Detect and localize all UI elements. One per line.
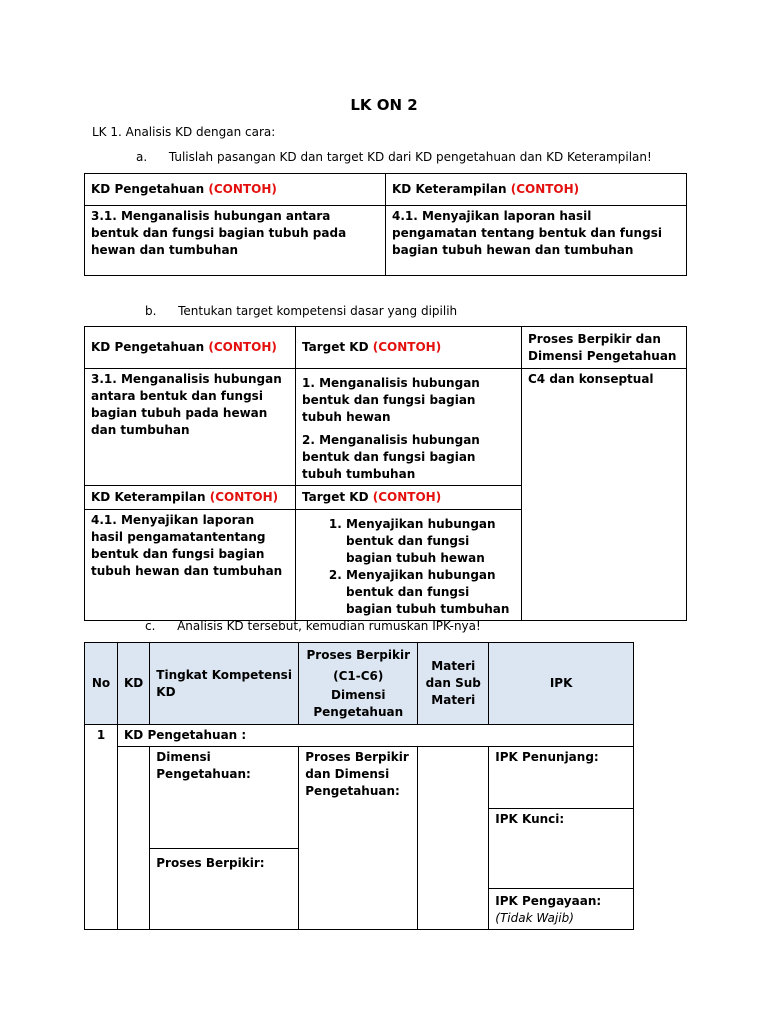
table3-header-tingkat: Tingkat Kompetensi KD — [150, 643, 299, 725]
table3-header-materi: Materi dan Sub Materi — [418, 643, 489, 725]
intro-text: LK 1. Analisis KD dengan cara: — [92, 125, 276, 139]
table3-proses-dimensi: Proses Berpikir dan Dimensi Pengetahuan: — [299, 747, 418, 930]
target-kd-table — [84, 326, 687, 621]
table2-header-target-kd-2: Target KD (CONTOH) — [296, 486, 522, 510]
table3-proses-berpikir-label: Proses Berpikir: — [150, 849, 299, 930]
table3-dimensi-label: Dimensi Pengetahuan: — [150, 747, 299, 849]
section-c-marker: c. — [145, 619, 156, 633]
table3-header-no: No — [85, 643, 118, 725]
table3-ipk-kunci: IPK Kunci: — [489, 809, 634, 889]
table2-kd-keterampilan-text: 4.1. Menyajikan laporan hasil pengamatantentang bentuk dan fungsi bagian tubuh hewan dan tumbuhan — [85, 510, 296, 621]
table1-header-kd-keterampilan: KD Keterampilan (CONTOH) — [386, 174, 687, 206]
target-p-2: 2. Menganalisis hubungan bentuk dan fungsi bagian tubuh tumbuhan — [302, 433, 480, 481]
section-c-text: Analisis KD tersebut, kemudian rumuskan IPK-nya! — [177, 619, 481, 633]
table2-header-target-kd: Target KD (CONTOH) — [296, 327, 522, 369]
ipk-table — [84, 642, 634, 930]
target-k-2: 2. Menyajikan hubungan bentuk dan fungsi bagian tubuh tumbuhan — [346, 567, 515, 618]
table3-header-ipk: IPK — [489, 643, 634, 725]
table2-target-pengetahuan — [296, 369, 522, 486]
target-k-1: 1. Menyajikan hubungan bentuk dan fungsi bagian tubuh hewan — [346, 516, 515, 567]
table3-kd-cell — [118, 747, 150, 930]
section-a-text: Tulislah pasangan KD dan target KD dari KD pengetahuan dan KD Keterampilan! — [168, 150, 652, 164]
target-p-1: 1. Menganalisis hubungan bentuk dan fungsi bagian tubuh hewan — [302, 376, 480, 424]
table1-kd-pengetahuan-text: 3.1. Menganalisis hubungan antara bentuk dan fungsi bagian tubuh pada hewan dan tumbuhan — [85, 206, 386, 276]
kd-pairs-table — [84, 173, 687, 276]
table3-header-kd: KD — [118, 643, 150, 725]
section-b-marker: b. — [145, 304, 157, 318]
table3-row-kd-pengetahuan: KD Pengetahuan : — [118, 725, 634, 747]
table1-header-kd-pengetahuan: KD Pengetahuan (CONTOH) — [85, 174, 386, 206]
table2-header-proses: Proses Berpikir dan Dimensi Pengetahuan — [522, 327, 687, 369]
section-b-heading — [145, 304, 457, 318]
table3-row-no: 1 — [85, 725, 118, 930]
section-a-marker: a. — [136, 150, 148, 164]
table3-ipk-pengayaan: IPK Pengayaan: (Tidak Wajib) — [489, 889, 634, 930]
section-a-heading — [136, 150, 652, 164]
table1-kd-keterampilan-text: 4.1. Menyajikan laporan hasil pengamatan tentang bentuk dan fungsi bagian tubuh hewan dan tumbuhan — [386, 206, 687, 276]
table2-kd-pengetahuan-text: 3.1. Menganalisis hubungan antara bentuk dan fungsi bagian tubuh pada hewan dan tumbuhan — [85, 369, 296, 486]
section-c-heading — [145, 619, 481, 633]
page-title: LK ON 2 — [350, 96, 418, 114]
table3-header-proses: Proses Berpikir (C1-C6) Dimensi Pengetahuan — [299, 643, 418, 725]
section-b-text: Tentukan target kompetensi dasar yang dipilih — [178, 304, 458, 318]
table2-target-keterampilan — [296, 510, 522, 621]
table2-header-kd-keterampilan: KD Keterampilan (CONTOH) — [85, 486, 296, 510]
table2-proses-value: C4 dan konseptual — [522, 369, 687, 621]
table3-materi-cell — [418, 747, 489, 930]
table2-header-kd-pengetahuan: KD Pengetahuan (CONTOH) — [85, 327, 296, 369]
table3-ipk-penunjang: IPK Penunjang: — [489, 747, 634, 809]
